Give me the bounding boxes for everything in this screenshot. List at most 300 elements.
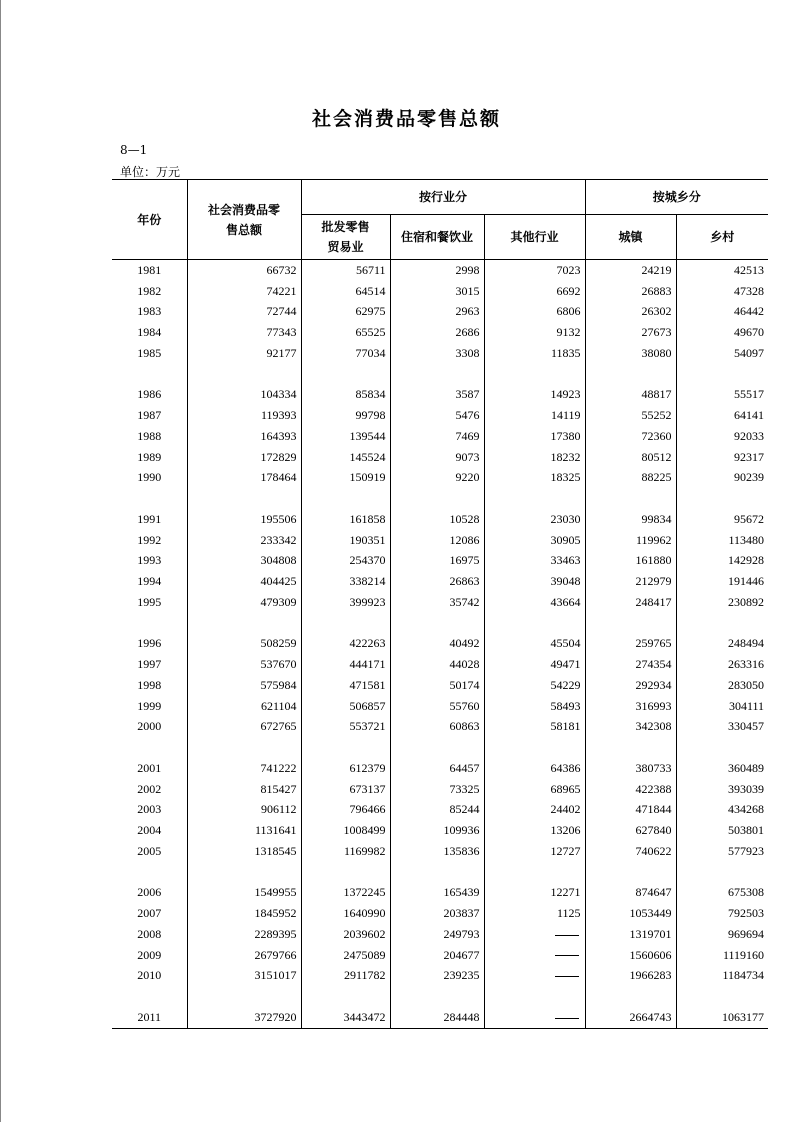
cell-accommodation-catering: 135836: [390, 841, 484, 862]
cell-total: 304808: [187, 551, 301, 572]
cell-urban: 24219: [585, 260, 676, 281]
spacer-cell: [112, 737, 187, 758]
cell-rural: 54097: [676, 343, 768, 364]
cell-other: 1125: [484, 903, 585, 924]
cell-rural: 47328: [676, 281, 768, 302]
header-total: [187, 180, 301, 260]
cell-accommodation-catering: 7469: [390, 426, 484, 447]
cell-wholesale-retail: 1372245: [301, 883, 390, 904]
cell-year: 2006: [112, 883, 187, 904]
cell-other: 33463: [484, 551, 585, 572]
cell-rural: 46442: [676, 302, 768, 323]
cell-wholesale-retail: 190351: [301, 530, 390, 551]
cell-rural: 1119160: [676, 945, 768, 966]
spacer-cell: [301, 737, 390, 758]
table-row: [112, 924, 768, 945]
spacer-row: [112, 737, 768, 758]
cell-wholesale-retail: 56711: [301, 260, 390, 281]
cell-rural: 90239: [676, 468, 768, 489]
cell-rural: 230892: [676, 592, 768, 613]
cell-wholesale-retail: 139544: [301, 426, 390, 447]
cell-rural: 283050: [676, 675, 768, 696]
cell-rural: 434268: [676, 800, 768, 821]
retail-sales-table: [112, 179, 768, 1029]
cell-urban: 1966283: [585, 966, 676, 987]
cell-other: 24402: [484, 800, 585, 821]
spacer-cell: [484, 737, 585, 758]
cell-urban: 26883: [585, 281, 676, 302]
cell-accommodation-catering: 16975: [390, 551, 484, 572]
cell-other: 49471: [484, 654, 585, 675]
cell-rural: 113480: [676, 530, 768, 551]
cell-accommodation-catering: 44028: [390, 654, 484, 675]
spacer-cell: [484, 364, 585, 385]
spacer-cell: [187, 862, 301, 883]
table-row: [112, 717, 768, 738]
cell-urban: 274354: [585, 654, 676, 675]
cell-wholesale-retail: 99798: [301, 405, 390, 426]
cell-year: 2011: [112, 1007, 187, 1028]
cell-rural: 55517: [676, 385, 768, 406]
page-title: 社会消费品零售总额: [311, 108, 501, 130]
table-row: [112, 779, 768, 800]
cell-other: 6692: [484, 281, 585, 302]
cell-total: 3727920: [187, 1007, 301, 1028]
cell-year: 2010: [112, 966, 187, 987]
cell-year: 2003: [112, 800, 187, 821]
table-row: [112, 800, 768, 821]
cell-other: 12727: [484, 841, 585, 862]
cell-year: 1994: [112, 571, 187, 592]
cell-rural: 675308: [676, 883, 768, 904]
cell-year: 1989: [112, 447, 187, 468]
cell-other: 7023: [484, 260, 585, 281]
table-row: [112, 841, 768, 862]
cell-other: [484, 1007, 585, 1028]
cell-accommodation-catering: 2686: [390, 322, 484, 343]
cell-total: 3151017: [187, 966, 301, 987]
cell-wholesale-retail: 145524: [301, 447, 390, 468]
cell-wholesale-retail: 2911782: [301, 966, 390, 987]
header-rural: 乡村: [676, 215, 768, 260]
spacer-cell: [676, 613, 768, 634]
spacer-cell: [676, 488, 768, 509]
cell-total: 906112: [187, 800, 301, 821]
cell-other: 13206: [484, 820, 585, 841]
cell-urban: 72360: [585, 426, 676, 447]
table-number: 8—1: [120, 143, 148, 157]
cell-rural: 969694: [676, 924, 768, 945]
cell-urban: 26302: [585, 302, 676, 323]
cell-urban: 80512: [585, 447, 676, 468]
cell-accommodation-catering: 26863: [390, 571, 484, 592]
cell-rural: 1063177: [676, 1007, 768, 1028]
cell-total: 479309: [187, 592, 301, 613]
cell-urban: 55252: [585, 405, 676, 426]
cell-year: 2008: [112, 924, 187, 945]
cell-accommodation-catering: 10528: [390, 509, 484, 530]
cell-total: 104334: [187, 385, 301, 406]
cell-other: 6806: [484, 302, 585, 323]
header-accommodation-catering: 住宿和餐饮业: [390, 215, 484, 260]
cell-accommodation-catering: 3308: [390, 343, 484, 364]
cell-total: 621104: [187, 696, 301, 717]
cell-wholesale-retail: 612379: [301, 758, 390, 779]
cell-urban: 99834: [585, 509, 676, 530]
cell-other: 9132: [484, 322, 585, 343]
spacer-cell: [301, 613, 390, 634]
table-row: [112, 592, 768, 613]
table-row: [112, 302, 768, 323]
header-wholesale-retail: [301, 215, 390, 260]
cell-year: 1988: [112, 426, 187, 447]
cell-year: 1981: [112, 260, 187, 281]
cell-rural: 248494: [676, 634, 768, 655]
spacer-cell: [112, 986, 187, 1007]
cell-urban: 248417: [585, 592, 676, 613]
cell-year: 2005: [112, 841, 187, 862]
spacer-cell: [484, 488, 585, 509]
cell-year: 1985: [112, 343, 187, 364]
cell-year: 1990: [112, 468, 187, 489]
cell-total: 1549955: [187, 883, 301, 904]
cell-accommodation-catering: 3015: [390, 281, 484, 302]
cell-year: 2000: [112, 717, 187, 738]
cell-total: 178464: [187, 468, 301, 489]
header-year: 年份: [112, 180, 187, 260]
cell-urban: 212979: [585, 571, 676, 592]
cell-accommodation-catering: 2998: [390, 260, 484, 281]
spacer-cell: [301, 488, 390, 509]
cell-urban: 471844: [585, 800, 676, 821]
cell-total: 164393: [187, 426, 301, 447]
cell-urban: 627840: [585, 820, 676, 841]
spacer-cell: [187, 986, 301, 1007]
cell-other: 14923: [484, 385, 585, 406]
cell-total: 508259: [187, 634, 301, 655]
spacer-cell: [585, 613, 676, 634]
cell-rural: 42513: [676, 260, 768, 281]
cell-total: 233342: [187, 530, 301, 551]
table-row: [112, 634, 768, 655]
spacer-cell: [585, 986, 676, 1007]
cell-wholesale-retail: 1008499: [301, 820, 390, 841]
cell-accommodation-catering: 3587: [390, 385, 484, 406]
cell-urban: 88225: [585, 468, 676, 489]
cell-accommodation-catering: 73325: [390, 779, 484, 800]
cell-wholesale-retail: 673137: [301, 779, 390, 800]
spacer-cell: [484, 986, 585, 1007]
cell-year: 1998: [112, 675, 187, 696]
table-row: [112, 966, 768, 987]
cell-urban: 316993: [585, 696, 676, 717]
table-row: [112, 654, 768, 675]
cell-total: 1318545: [187, 841, 301, 862]
cell-rural: 304111: [676, 696, 768, 717]
cell-accommodation-catering: 204677: [390, 945, 484, 966]
spacer-cell: [676, 862, 768, 883]
empty-value-dash: [555, 935, 579, 936]
cell-accommodation-catering: 35742: [390, 592, 484, 613]
cell-year: 1983: [112, 302, 187, 323]
cell-rural: 95672: [676, 509, 768, 530]
cell-rural: 191446: [676, 571, 768, 592]
cell-urban: 48817: [585, 385, 676, 406]
cell-wholesale-retail: 796466: [301, 800, 390, 821]
table-row: [112, 447, 768, 468]
spacer-cell: [390, 613, 484, 634]
cell-accommodation-catering: 165439: [390, 883, 484, 904]
cell-accommodation-catering: 12086: [390, 530, 484, 551]
cell-urban: 422388: [585, 779, 676, 800]
cell-year: 1993: [112, 551, 187, 572]
spacer-cell: [484, 862, 585, 883]
cell-total: 2679766: [187, 945, 301, 966]
cell-urban: 259765: [585, 634, 676, 655]
table-row: [112, 405, 768, 426]
cell-rural: 49670: [676, 322, 768, 343]
cell-accommodation-catering: 109936: [390, 820, 484, 841]
spacer-cell: [484, 613, 585, 634]
cell-wholesale-retail: 2475089: [301, 945, 390, 966]
spacer-cell: [676, 364, 768, 385]
cell-rural: 360489: [676, 758, 768, 779]
cell-rural: 92033: [676, 426, 768, 447]
cell-total: 77343: [187, 322, 301, 343]
cell-total: 2289395: [187, 924, 301, 945]
cell-year: 1996: [112, 634, 187, 655]
cell-other: 12271: [484, 883, 585, 904]
spacer-cell: [301, 862, 390, 883]
cell-total: 741222: [187, 758, 301, 779]
cell-total: 1845952: [187, 903, 301, 924]
cell-total: 404425: [187, 571, 301, 592]
cell-wholesale-retail: 338214: [301, 571, 390, 592]
cell-rural: 92317: [676, 447, 768, 468]
spacer-cell: [112, 364, 187, 385]
table-row: [112, 426, 768, 447]
spacer-cell: [585, 488, 676, 509]
spacer-row: [112, 986, 768, 1007]
cell-accommodation-catering: 284448: [390, 1007, 484, 1028]
spacer-cell: [390, 986, 484, 1007]
cell-urban: 38080: [585, 343, 676, 364]
table-row: [112, 343, 768, 364]
cell-accommodation-catering: 239235: [390, 966, 484, 987]
cell-wholesale-retail: 471581: [301, 675, 390, 696]
cell-total: 672765: [187, 717, 301, 738]
cell-year: 2009: [112, 945, 187, 966]
cell-total: 575984: [187, 675, 301, 696]
cell-other: 18232: [484, 447, 585, 468]
cell-year: 1995: [112, 592, 187, 613]
cell-other: 58493: [484, 696, 585, 717]
table-row: [112, 322, 768, 343]
cell-year: 1986: [112, 385, 187, 406]
cell-other: 23030: [484, 509, 585, 530]
cell-other: 14119: [484, 405, 585, 426]
cell-total: 92177: [187, 343, 301, 364]
cell-other: [484, 945, 585, 966]
cell-wholesale-retail: 444171: [301, 654, 390, 675]
cell-accommodation-catering: 55760: [390, 696, 484, 717]
table-row: [112, 883, 768, 904]
cell-wholesale-retail: 77034: [301, 343, 390, 364]
cell-urban: 161880: [585, 551, 676, 572]
table-row: [112, 675, 768, 696]
cell-year: 2002: [112, 779, 187, 800]
cell-rural: 1184734: [676, 966, 768, 987]
spacer-cell: [676, 737, 768, 758]
table-row: [112, 758, 768, 779]
cell-other: 64386: [484, 758, 585, 779]
cell-rural: 393039: [676, 779, 768, 800]
cell-accommodation-catering: 9073: [390, 447, 484, 468]
spacer-cell: [390, 737, 484, 758]
cell-other: 68965: [484, 779, 585, 800]
cell-accommodation-catering: 203837: [390, 903, 484, 924]
cell-wholesale-retail: 506857: [301, 696, 390, 717]
cell-total: 195506: [187, 509, 301, 530]
cell-wholesale-retail: 3443472: [301, 1007, 390, 1028]
header-by-area: 按城乡分: [585, 180, 768, 215]
cell-urban: 380733: [585, 758, 676, 779]
header-wholesale-retail-text: 批发零售贸易业: [321, 220, 370, 254]
cell-wholesale-retail: 2039602: [301, 924, 390, 945]
cell-rural: 263316: [676, 654, 768, 675]
spacer-row: [112, 862, 768, 883]
page-edge-line: [0, 0, 1, 1122]
spacer-cell: [390, 862, 484, 883]
cell-year: 2001: [112, 758, 187, 779]
table-header: [112, 180, 768, 260]
spacer-row: [112, 364, 768, 385]
table-row: [112, 571, 768, 592]
cell-year: 1984: [112, 322, 187, 343]
cell-urban: 1319701: [585, 924, 676, 945]
cell-wholesale-retail: 399923: [301, 592, 390, 613]
cell-wholesale-retail: 1169982: [301, 841, 390, 862]
table-row: [112, 903, 768, 924]
cell-accommodation-catering: 85244: [390, 800, 484, 821]
cell-total: 815427: [187, 779, 301, 800]
cell-wholesale-retail: 85834: [301, 385, 390, 406]
cell-accommodation-catering: 5476: [390, 405, 484, 426]
table-row: [112, 696, 768, 717]
cell-rural: 503801: [676, 820, 768, 841]
cell-year: 1991: [112, 509, 187, 530]
spacer-cell: [187, 737, 301, 758]
cell-other: 11835: [484, 343, 585, 364]
cell-other: 39048: [484, 571, 585, 592]
cell-total: 1131641: [187, 820, 301, 841]
cell-urban: 2664743: [585, 1007, 676, 1028]
table-row: [112, 945, 768, 966]
spacer-row: [112, 613, 768, 634]
table-row: [112, 509, 768, 530]
cell-accommodation-catering: 50174: [390, 675, 484, 696]
empty-value-dash: [555, 1018, 579, 1019]
cell-other: 43664: [484, 592, 585, 613]
cell-accommodation-catering: 64457: [390, 758, 484, 779]
cell-year: 1997: [112, 654, 187, 675]
cell-accommodation-catering: 40492: [390, 634, 484, 655]
cell-urban: 1053449: [585, 903, 676, 924]
table-row: [112, 468, 768, 489]
table-row: [112, 260, 768, 281]
header-by-industry: 按行业分: [301, 180, 585, 215]
spacer-cell: [187, 364, 301, 385]
table-row: [112, 530, 768, 551]
cell-urban: 874647: [585, 883, 676, 904]
cell-wholesale-retail: 553721: [301, 717, 390, 738]
cell-wholesale-retail: 422263: [301, 634, 390, 655]
cell-other: 17380: [484, 426, 585, 447]
cell-accommodation-catering: 9220: [390, 468, 484, 489]
table-row: [112, 820, 768, 841]
cell-wholesale-retail: 254370: [301, 551, 390, 572]
cell-rural: 577923: [676, 841, 768, 862]
table-row: [112, 281, 768, 302]
spacer-row: [112, 488, 768, 509]
cell-year: 1992: [112, 530, 187, 551]
spacer-cell: [585, 862, 676, 883]
cell-accommodation-catering: 249793: [390, 924, 484, 945]
spacer-cell: [112, 613, 187, 634]
table-row: [112, 551, 768, 572]
spacer-cell: [112, 488, 187, 509]
cell-year: 1982: [112, 281, 187, 302]
cell-urban: 292934: [585, 675, 676, 696]
cell-other: [484, 966, 585, 987]
header-urban: 城镇: [585, 215, 676, 260]
cell-other: [484, 924, 585, 945]
cell-wholesale-retail: 150919: [301, 468, 390, 489]
spacer-cell: [187, 488, 301, 509]
spacer-cell: [585, 364, 676, 385]
header-total-text: 社会消费品零售总额: [208, 202, 281, 237]
cell-urban: 342308: [585, 717, 676, 738]
cell-other: 58181: [484, 717, 585, 738]
cell-total: 74221: [187, 281, 301, 302]
spacer-cell: [301, 986, 390, 1007]
spacer-cell: [390, 488, 484, 509]
cell-year: 2004: [112, 820, 187, 841]
spacer-cell: [301, 364, 390, 385]
cell-total: 72744: [187, 302, 301, 323]
cell-wholesale-retail: 65525: [301, 322, 390, 343]
table-row: [112, 1007, 768, 1028]
unit-label: 单位：万元: [120, 165, 181, 179]
cell-year: 2007: [112, 903, 187, 924]
cell-rural: 64141: [676, 405, 768, 426]
cell-other: 54229: [484, 675, 585, 696]
spacer-cell: [112, 862, 187, 883]
header-other: 其他行业: [484, 215, 585, 260]
cell-total: 537670: [187, 654, 301, 675]
cell-rural: 142928: [676, 551, 768, 572]
cell-urban: 119962: [585, 530, 676, 551]
cell-total: 172829: [187, 447, 301, 468]
empty-value-dash: [555, 976, 579, 977]
cell-urban: 1560606: [585, 945, 676, 966]
cell-wholesale-retail: 1640990: [301, 903, 390, 924]
table-row: [112, 385, 768, 406]
cell-total: 66732: [187, 260, 301, 281]
cell-accommodation-catering: 60863: [390, 717, 484, 738]
spacer-cell: [585, 737, 676, 758]
spacer-cell: [187, 613, 301, 634]
